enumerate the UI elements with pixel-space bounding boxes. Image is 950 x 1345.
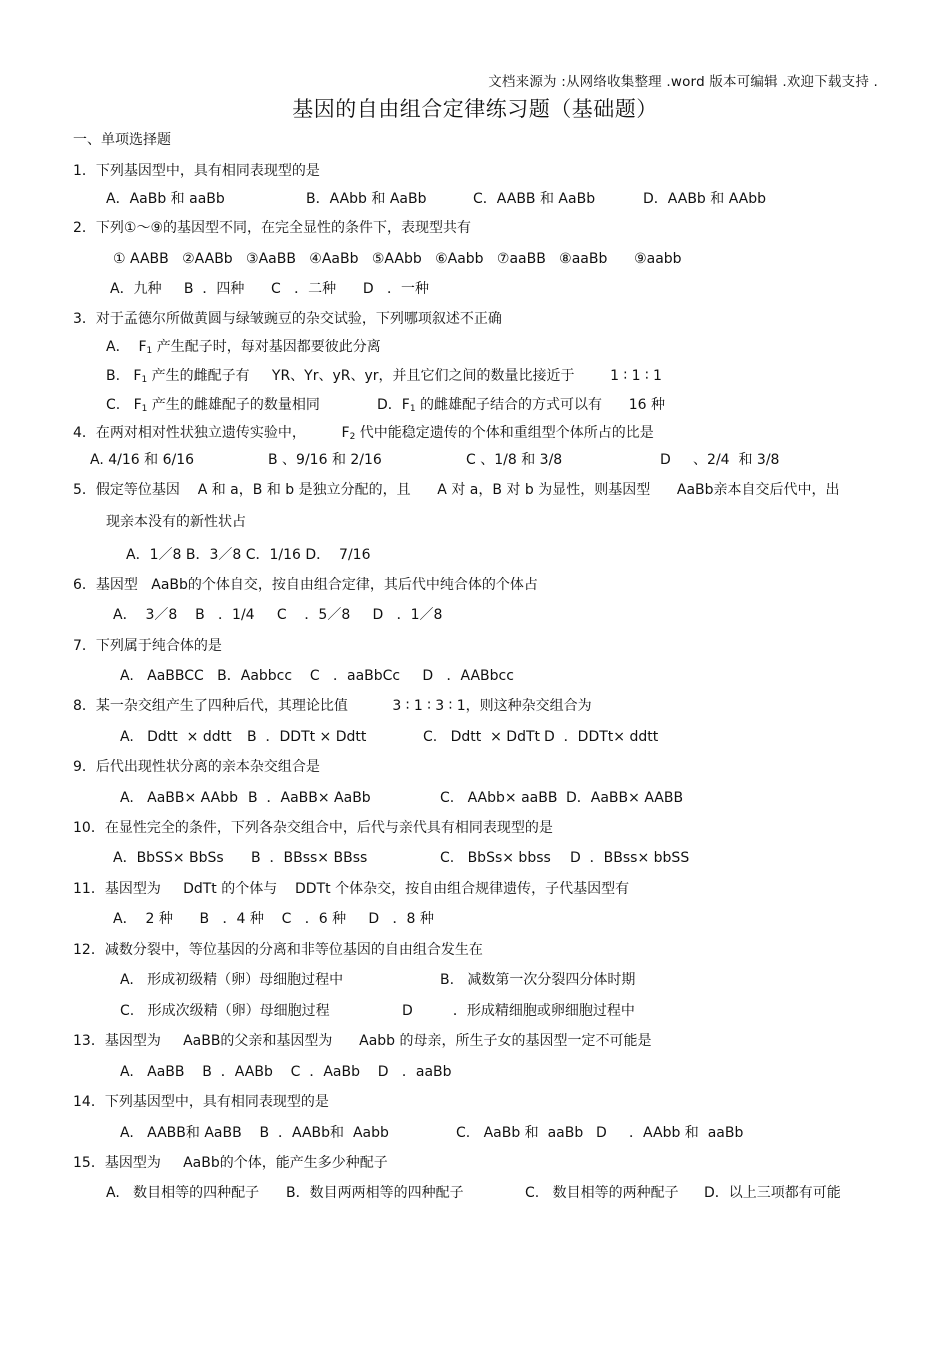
q12-option-c: C. 形成次级精（卵）母细胞过程 bbox=[120, 1003, 330, 1019]
question-5-stem: 5．假定等位基因 A 和 a，B 和 b 是独立分配的，且 A 对 a，B 对 b 为显性，则基因型 AaBb亲本自交后代中，出 bbox=[73, 482, 840, 498]
header-note: 文档来源为 :从网络收集整理 .word 版本可编辑 .欢迎下载支持 . bbox=[488, 74, 878, 90]
q10-option-b: B ．BBss× BBss bbox=[251, 850, 368, 866]
page-title: 基因的自由组合定律练习题（基础题） bbox=[292, 97, 658, 121]
q14-option-d: D ．AAbb 和 aaBb bbox=[596, 1125, 744, 1141]
q9-option-c: C. AAbb× aaBB bbox=[440, 790, 558, 806]
question-7-options: A. AaBBCC B．Aabbcc C ．aaBbCc D ．AABbcc bbox=[120, 668, 514, 684]
question-11-options: A． 2 种 B ．4 种 C ．6 种 D ．8 种 bbox=[113, 911, 434, 927]
q14-option-ab: A. AABB和 AaBB B ．AABb和 Aabb bbox=[120, 1125, 389, 1141]
q1-option-d: D．AABb 和 AAbb bbox=[643, 191, 767, 207]
question-9-stem: 9．后代出现性状分离的亲本杂交组合是 bbox=[73, 759, 320, 775]
question-1-stem: 1．下列基因型中，具有相同表现型的是 bbox=[73, 163, 320, 179]
question-8-stem: 8．某一杂交组产生了四种后代，其理论比值 3 ∶ 1 ∶ 3 ∶ 1，则这种杂交组合为 bbox=[73, 698, 592, 714]
question-12-stem: 12．减数分裂中，等位基因的分离和非等位基因的自由组合发生在 bbox=[73, 942, 483, 958]
q9-option-d: D．AaBB× AABB bbox=[566, 790, 684, 806]
q1-option-c: C．AABB 和 AaBb bbox=[473, 191, 596, 207]
question-6-options: A． 3／8 B ．1/4 C ．5／8 D ．1／8 bbox=[113, 607, 443, 623]
q3-option-d: D．$F_1$ 的雌雄配子结合的方式可以有 16 种 bbox=[377, 397, 665, 414]
q10-option-c: C. BbSs× bbss bbox=[440, 850, 551, 866]
question-11-stem: 11．基因型为 DdTt 的个体与 DDTt 个体杂交，按自由组合规律遗传，子代基因型有 bbox=[73, 881, 630, 897]
q8-option-d: D ．DDTt× ddtt bbox=[544, 729, 659, 745]
question-5-options: A．1／8 B．3／8 C．1/16 D． 7/16 bbox=[126, 547, 371, 563]
q4-option-a: A. 4/16 和 6/16 bbox=[90, 452, 195, 468]
q9-option-a: A. AaBB× AAbb bbox=[120, 790, 238, 806]
question-13-options: A. AaBB B ．AABb C ．AaBb D ．aaBb bbox=[120, 1064, 452, 1080]
question-13-stem: 13．基因型为 AaBB的父亲和基因型为 Aabb 的母亲，所生子女的基因型一定不可能是 bbox=[73, 1033, 652, 1049]
q10-option-d: D ．BBss× bbSS bbox=[570, 850, 690, 866]
q8-option-b: B ．DDTt × Ddtt bbox=[247, 729, 367, 745]
q4-option-d: D 、2/4 和 3/8 bbox=[660, 452, 780, 468]
question-15-stem: 15．基因型为 AaBb的个体，能产生多少种配子 bbox=[73, 1155, 388, 1171]
q3-option-b: B. $F_1$ 产生的雌配子有 YR、Yr、yR、yr，并且它们之间的数量比接近于 1 ∶ 1 ∶ 1 bbox=[106, 368, 662, 385]
question-2-options: A．九种 B ．四种 C ．二种 D ．一种 bbox=[110, 281, 429, 297]
question-2-stem: 2．下列①～⑨的基因型不同，在完全显性的条件下，表现型共有 bbox=[73, 220, 472, 236]
q4-option-b: B 、9/16 和 2/16 bbox=[268, 452, 382, 468]
q12-option-b: B. 减数第一次分裂四分体时期 bbox=[440, 972, 636, 988]
question-2-genotype-list: ① AABB ②AABb ③AaBB ④AaBb ⑤AAbb ⑥Aabb ⑦aaBB ⑧aaBb ⑨aabb bbox=[113, 251, 682, 267]
q9-option-b: B ．AaBB× AaBb bbox=[248, 790, 371, 806]
q15-option-c: C. 数目相等的两种配子 bbox=[525, 1185, 679, 1201]
question-10-stem: 10．在显性完全的条件，下列各杂交组合中，后代与亲代具有相同表现型的是 bbox=[73, 820, 553, 836]
question-4-stem: 4．在两对相对性状独立遗传实验中， $F_2$ 代中能稳定遗传的个体和重组型个体所占的比是 bbox=[73, 425, 654, 442]
question-3-stem: 3．对于孟德尔所做黄圆与绿皱豌豆的杂交试验，下列哪项叙述不正确 bbox=[73, 311, 502, 327]
q10-option-a: A．BbSS× BbSs bbox=[113, 850, 224, 866]
q12-option-d: D ．形成精细胞或卵细胞过程中 bbox=[402, 1003, 635, 1019]
question-7-stem: 7．下列属于纯合体的是 bbox=[73, 638, 222, 654]
question-6-stem: 6．基因型 AaBb的个体自交，按自由组合定律，其后代中纯合体的个体占 bbox=[73, 577, 538, 593]
q15-option-d: D．以上三项都有可能 bbox=[704, 1185, 841, 1201]
q4-option-c: C 、1/8 和 3/8 bbox=[466, 452, 563, 468]
q1-option-b: B．AAbb 和 AaBb bbox=[306, 191, 427, 207]
q12-option-a: A. 形成初级精（卵）母细胞过程中 bbox=[120, 972, 344, 988]
q14-option-c: C. AaBb 和 aaBb bbox=[456, 1125, 584, 1141]
q15-option-b: B．数目两两相等的四种配子 bbox=[286, 1185, 464, 1201]
q1-option-a: A．AaBb 和 aaBb bbox=[106, 191, 225, 207]
q15-option-a: A. 数目相等的四种配子 bbox=[106, 1185, 260, 1201]
question-5-stem-continued: 现亲本没有的新性状占 bbox=[106, 514, 246, 530]
q8-option-c: C. Ddtt × DdTt bbox=[423, 729, 541, 745]
section-heading: 一、单项选择题 bbox=[73, 132, 171, 148]
q3-option-c: C. $F_1$ 产生的雌雄配子的数量相同 bbox=[106, 397, 320, 414]
q3-option-a: A． $F_1$ 产生配子时，每对基因都要彼此分离 bbox=[106, 339, 381, 356]
question-14-stem: 14．下列基因型中，具有相同表现型的是 bbox=[73, 1094, 329, 1110]
q8-option-a: A. Ddtt × ddtt bbox=[120, 729, 232, 745]
